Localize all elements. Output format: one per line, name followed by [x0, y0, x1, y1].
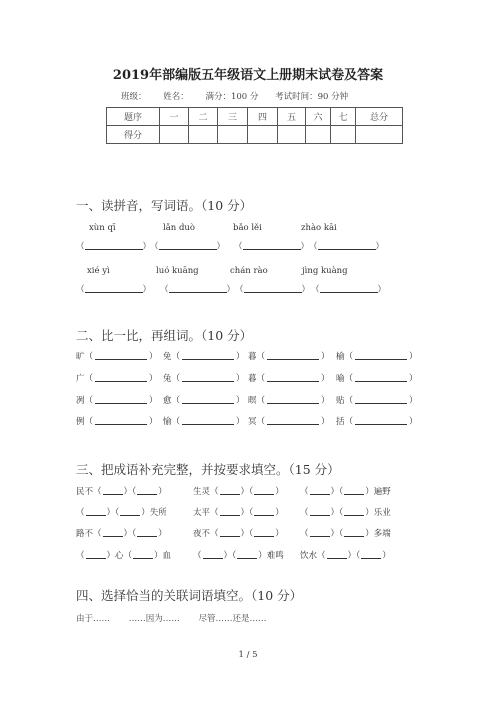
pinyin: xié yì: [87, 266, 110, 276]
pinyin: xùn qī: [89, 223, 116, 233]
answer-blank[interactable]: （ ）: [76, 285, 152, 295]
table-cell: 六: [306, 108, 331, 126]
pinyin: zhào kāi: [301, 223, 337, 233]
idiom-item[interactable]: 民不（ ）（ ）: [76, 487, 167, 497]
compare-char: 冥: [248, 417, 257, 427]
score-cell[interactable]: [278, 126, 306, 144]
compare-char: 广: [76, 374, 85, 384]
table-cell: 五: [278, 108, 306, 126]
compare-item[interactable]: 愉（ ）: [163, 417, 245, 427]
compare-item[interactable]: 冽（ ）: [76, 396, 158, 406]
idiom-item[interactable]: （ ）（ ）失所: [76, 508, 167, 518]
pinyin: bǎo lěi: [233, 223, 262, 233]
compare-char: 旷: [76, 352, 85, 362]
compare-char: 榆: [336, 352, 345, 362]
idiom-item[interactable]: 太平（ ）（ ）: [193, 508, 284, 518]
option-list: [76, 612, 282, 624]
score-cell[interactable]: [306, 126, 331, 144]
compare-char: 暮: [248, 352, 257, 362]
compare-char: 括: [336, 417, 345, 427]
table-cell: 四: [248, 108, 278, 126]
table-cell: 七: [331, 108, 356, 126]
idiom-item[interactable]: （ ）心（ ）血: [76, 551, 172, 561]
table-row: [107, 126, 403, 144]
compare-char: 免: [163, 352, 172, 362]
section-heading: 三、把成语补充完整，并按要求填空。（15 分）: [76, 462, 340, 477]
compare-item[interactable]: 广（ ）: [76, 374, 158, 384]
name-label: 姓名：: [163, 92, 189, 102]
exam-info: [121, 90, 362, 102]
answer-blank[interactable]: （ ）: [311, 285, 387, 295]
idiom-item[interactable]: （ ）（ ）多端: [300, 529, 391, 539]
idiom-item[interactable]: （ ）（ ）遍野: [300, 487, 391, 497]
pinyin: lǎn duò: [163, 223, 195, 233]
pinyin: chán rào: [230, 266, 268, 276]
compare-item[interactable]: 贴（ ）: [336, 396, 418, 406]
table-cell: 总分: [356, 108, 403, 126]
answer-blank[interactable]: （ ）: [76, 242, 152, 252]
idiom-item[interactable]: 饮水（ ）（ ）: [300, 551, 391, 561]
answer-blank[interactable]: （ ）: [160, 285, 236, 295]
compare-item[interactable]: 榆（ ）: [336, 352, 418, 362]
class-label: 班级：: [121, 92, 147, 102]
idiom-item[interactable]: 夜不（ ）（ ）: [193, 529, 284, 539]
compare-item[interactable]: 暮（ ）: [248, 374, 330, 384]
compare-item[interactable]: 免（ ）: [163, 352, 245, 362]
compare-char: 暝: [248, 396, 257, 406]
compare-item[interactable]: 冥（ ）: [248, 417, 330, 427]
compare-item[interactable]: 喻（ ）: [336, 374, 418, 384]
score-cell[interactable]: [160, 126, 189, 144]
compare-char: 冽: [76, 396, 85, 406]
table-cell: 得分: [107, 126, 160, 144]
table-cell: 一: [160, 108, 189, 126]
full-score: 满分：100 分: [205, 92, 259, 102]
compare-item[interactable]: 愈（ ）: [163, 396, 245, 406]
answer-blank[interactable]: （ ）: [309, 242, 385, 252]
compare-char: 暮: [248, 374, 257, 384]
score-cell[interactable]: [331, 126, 356, 144]
pinyin: jìng kuàng: [302, 266, 348, 276]
idiom-item[interactable]: 生灵（ ）（ ）: [193, 487, 284, 497]
compare-item[interactable]: 旷（ ）: [76, 352, 158, 362]
compare-item[interactable]: 兔（ ）: [163, 374, 245, 384]
compare-char: 兔: [163, 374, 172, 384]
compare-char: 贴: [336, 396, 345, 406]
section-heading: 二、比一比，再组词。（10 分）: [76, 328, 253, 343]
compare-item[interactable]: 暝（ ）: [248, 396, 330, 406]
table-cell: 二: [189, 108, 218, 126]
idiom-item[interactable]: （ ）（ ）乐业: [300, 508, 391, 518]
score-cell[interactable]: [248, 126, 278, 144]
score-table: [106, 107, 403, 144]
answer-blank[interactable]: （ ）: [150, 242, 226, 252]
idiom-item[interactable]: 路不（ ）（ ）: [76, 529, 167, 539]
score-cell[interactable]: [189, 126, 218, 144]
option-item: ……因为……: [128, 614, 180, 624]
compare-char: 愉: [163, 417, 172, 427]
score-cell[interactable]: [218, 126, 248, 144]
compare-item[interactable]: 暮（ ）: [248, 352, 330, 362]
option-item: 尽管……还是……: [198, 614, 267, 624]
compare-char: 喻: [336, 374, 345, 384]
answer-blank[interactable]: （ ）: [234, 242, 310, 252]
answer-blank[interactable]: （ ）: [235, 285, 311, 295]
idiom-item[interactable]: （ ）（ ）难鸣: [193, 551, 284, 561]
section-heading: 一、读拼音，写词语。（10 分）: [76, 198, 253, 213]
table-cell: 题序: [107, 108, 160, 126]
score-cell[interactable]: [356, 126, 403, 144]
table-cell: 三: [218, 108, 248, 126]
page-number: 1 / 5: [238, 650, 258, 660]
pinyin: luó kuāng: [156, 266, 199, 276]
page-title: 2019年部编版五年级语文上册期末试卷及答案: [112, 68, 384, 83]
table-row: [107, 108, 403, 126]
section-heading: 四、选择恰当的关联词语填空。（10 分）: [76, 588, 303, 603]
compare-item[interactable]: 例（ ）: [76, 417, 158, 427]
compare-item[interactable]: 括（ ）: [336, 417, 418, 427]
option-item: 由于……: [76, 614, 111, 624]
compare-char: 例: [76, 417, 85, 427]
compare-char: 愈: [163, 396, 172, 406]
exam-time: 考试时间：90 分钟: [275, 92, 349, 102]
